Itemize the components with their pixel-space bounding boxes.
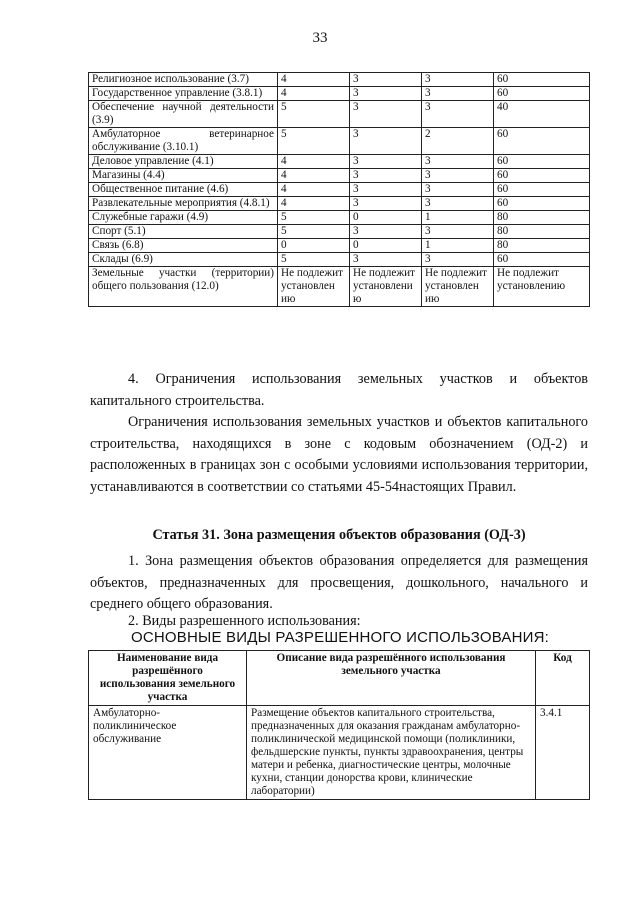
table-row bbox=[89, 128, 590, 155]
table-row bbox=[89, 225, 590, 239]
parameter-cell: 3 bbox=[422, 253, 494, 267]
parameter-cell: 60 bbox=[494, 183, 590, 197]
article-31-heading: Статья 31. Зона размещения объектов образования (ОД-3) bbox=[152, 527, 526, 543]
parameter-cell: 80 bbox=[494, 225, 590, 239]
use-description: Размещение объектов капитального строительства, предназначенных для оказания гражданам амбулаторно-поликлинической медицинской помощи (поликлиники, фельдшерские пункты, пункты здравоохранения, центры матери и ребенка, диагностические центры, молочные кухни, станции донорства крови, клинические лаборатории) bbox=[247, 706, 536, 800]
parameter-cell: Не подлежит установлени ю bbox=[350, 267, 422, 307]
permitted-uses-table bbox=[88, 650, 590, 800]
parameter-cell: 40 bbox=[494, 101, 590, 128]
use-type-cell: Магазины (4.4) bbox=[89, 169, 278, 183]
use-type-cell: Деловое управление (4.1) bbox=[89, 155, 278, 169]
header-name: Наименование вида разрешённого использования земельного участка bbox=[89, 651, 247, 706]
parameter-cell: 80 bbox=[494, 211, 590, 225]
parameter-cell: 3 bbox=[350, 253, 422, 267]
article-31-paragraph-2: 2. Виды разрешенного использования: bbox=[128, 613, 361, 629]
parameter-cell: 3 bbox=[350, 183, 422, 197]
parameter-cell: Не подлежит установлению bbox=[494, 267, 590, 307]
header-description: Описание вида разрешённого использования земельного участка bbox=[247, 651, 536, 706]
table-row bbox=[89, 197, 590, 211]
parameter-cell: 60 bbox=[494, 169, 590, 183]
parameter-cell: 3 bbox=[350, 87, 422, 101]
parameter-cell: 4 bbox=[278, 183, 350, 197]
main-uses-caption: ОСНОВНЫЕ ВИДЫ РАЗРЕШЕННОГО ИСПОЛЬЗОВАНИЯ: bbox=[130, 629, 550, 646]
parameter-cell: 3 bbox=[422, 183, 494, 197]
section-4-title: 4. Ограничения использования земельных участков и объектов капитального строительства. bbox=[90, 371, 588, 409]
parameter-cell: 60 bbox=[494, 155, 590, 169]
parameter-cell: 60 bbox=[494, 197, 590, 211]
parameter-cell: 1 bbox=[422, 239, 494, 253]
use-type-cell: Общественное питание (4.6) bbox=[89, 183, 278, 197]
parameter-cell: 5 bbox=[278, 253, 350, 267]
use-type-cell: Склады (6.9) bbox=[89, 253, 278, 267]
parameter-cell: 4 bbox=[278, 155, 350, 169]
parameter-cell: 80 bbox=[494, 239, 590, 253]
table-row bbox=[89, 267, 590, 307]
use-type-cell: Спорт (5.1) bbox=[89, 225, 278, 239]
parameter-cell: 3 bbox=[422, 87, 494, 101]
table-row bbox=[89, 239, 590, 253]
use-type-cell: Развлекательные мероприятия (4.8.1) bbox=[89, 197, 278, 211]
zone-parameters-table bbox=[88, 72, 590, 307]
parameter-cell: 60 bbox=[494, 253, 590, 267]
parameter-cell: 0 bbox=[350, 239, 422, 253]
table-row bbox=[89, 706, 590, 800]
use-name: Амбулаторно-поликлиническое обслуживание bbox=[89, 706, 247, 800]
use-type-cell: Амбулаторное ветеринарное обслуживание (3.10.1) bbox=[89, 128, 278, 155]
parameter-cell: Не подлежит установлен ию bbox=[278, 267, 350, 307]
table-row bbox=[89, 155, 590, 169]
parameter-cell: 4 bbox=[278, 197, 350, 211]
parameter-cell: 3 bbox=[350, 225, 422, 239]
table-row bbox=[89, 211, 590, 225]
parameter-cell: 0 bbox=[350, 211, 422, 225]
parameter-cell: 3 bbox=[350, 73, 422, 87]
use-code: 3.4.1 bbox=[536, 706, 590, 800]
table-row bbox=[89, 183, 590, 197]
parameter-cell: 60 bbox=[494, 87, 590, 101]
parameter-cell: 4 bbox=[278, 87, 350, 101]
parameter-cell: 4 bbox=[278, 169, 350, 183]
use-type-cell: Религиозное использование (3.7) bbox=[89, 73, 278, 87]
parameter-cell: 3 bbox=[350, 197, 422, 211]
use-type-cell: Связь (6.8) bbox=[89, 239, 278, 253]
parameter-cell: 5 bbox=[278, 101, 350, 128]
article-31-paragraph-1: 1. Зона размещения объектов образования определяется для размещения объектов, предназначенных для просвещения, дошкольного, начального и среднего общего образования. bbox=[90, 553, 588, 612]
parameter-cell: 5 bbox=[278, 225, 350, 239]
table-row bbox=[89, 101, 590, 128]
parameter-cell: 2 bbox=[422, 128, 494, 155]
table-row bbox=[89, 169, 590, 183]
table-row bbox=[89, 73, 590, 87]
parameter-cell: 3 bbox=[350, 128, 422, 155]
parameter-cell: 0 bbox=[278, 239, 350, 253]
table-row bbox=[89, 87, 590, 101]
parameter-cell: 3 bbox=[350, 101, 422, 128]
use-type-cell: Обеспечение научной деятельности (3.9) bbox=[89, 101, 278, 128]
table-row bbox=[89, 253, 590, 267]
section-4-text: Ограничения использования земельных участков и объектов капитального строительства, находящихся в зоне с кодовым обозначением (ОД-2) и расположенных в границах зон с особыми условиями использования территории, устанавливаются в соответствии со статьями 45-54настоящих Правил. bbox=[90, 414, 588, 495]
page-number: 33 bbox=[312, 30, 328, 46]
parameter-cell: 3 bbox=[422, 197, 494, 211]
use-type-cell: Земельные участки (территории) общего пользования (12.0) bbox=[89, 267, 278, 307]
parameter-cell: 60 bbox=[494, 73, 590, 87]
parameter-cell: 3 bbox=[422, 169, 494, 183]
parameter-cell: 3 bbox=[350, 155, 422, 169]
use-type-cell: Государственное управление (3.8.1) bbox=[89, 87, 278, 101]
parameter-cell: 5 bbox=[278, 128, 350, 155]
parameter-cell: 3 bbox=[350, 169, 422, 183]
parameter-cell: 1 bbox=[422, 211, 494, 225]
parameter-cell: 60 bbox=[494, 128, 590, 155]
use-type-cell: Служебные гаражи (4.9) bbox=[89, 211, 278, 225]
parameter-cell: 3 bbox=[422, 73, 494, 87]
parameter-cell: Не подлежит установлен ию bbox=[422, 267, 494, 307]
parameter-cell: 3 bbox=[422, 155, 494, 169]
parameter-cell: 5 bbox=[278, 211, 350, 225]
header-code: Код bbox=[536, 651, 590, 706]
parameter-cell: 3 bbox=[422, 101, 494, 128]
parameter-cell: 3 bbox=[422, 225, 494, 239]
parameter-cell: 4 bbox=[278, 73, 350, 87]
